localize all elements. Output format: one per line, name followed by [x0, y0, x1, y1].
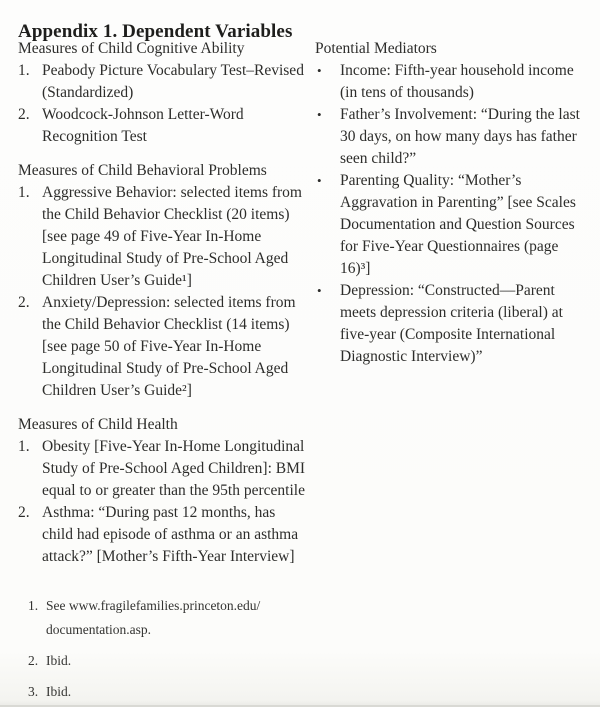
footnote-line: See www.fragilefamilies.princeton.edu/	[46, 598, 261, 613]
section-heading: Measures of Child Health	[18, 416, 178, 433]
section-potential-mediators	[315, 38, 587, 368]
list-item	[315, 280, 587, 368]
bullet-icon: •	[317, 63, 322, 78]
section-cognitive-ability	[18, 38, 306, 148]
footnotes	[28, 594, 318, 707]
item-number: 1.	[18, 438, 30, 455]
item-text: Parenting Quality: “Mother’s Aggravation in Parenting” [see Scales Documentation and Question Sources for Five-Year Questionnaires (page 16)³]	[340, 172, 576, 277]
footnote-line: documentation.asp.	[46, 622, 151, 637]
bullet-icon: •	[317, 283, 322, 298]
footnote-text	[46, 594, 318, 642]
section-child-health	[18, 414, 306, 568]
item-text: Asthma: “During past 12 months, has child had episode of asthma or an asthma attack?” [Mother’s Fifth-Year Interview]	[42, 504, 299, 565]
item-number: 2.	[18, 294, 30, 311]
footnote-number: 1.	[28, 598, 39, 613]
column-left	[18, 38, 306, 568]
footnote-number: 3.	[28, 684, 39, 699]
list-item	[18, 436, 306, 502]
column-right	[315, 38, 587, 368]
item-text: Obesity [Five-Year In-Home Longitudinal Study of Pre-School Aged Children]: BMI equal to or greater than the 95th percentile	[42, 438, 306, 499]
item-text: Anxiety/Depression: selected items from the Child Behavior Checklist (14 items) [see page 50 of Five-Year In-Home Longitudinal Study of Pre-School Aged Children User’s Guide²]	[42, 294, 296, 399]
section-heading: Potential Mediators	[315, 40, 437, 57]
item-number: 1.	[18, 62, 30, 79]
list-item	[18, 292, 306, 402]
footnote	[28, 594, 318, 642]
item-number: 2.	[18, 504, 30, 521]
bullet-icon: •	[317, 107, 322, 122]
list-item	[18, 502, 306, 568]
footnote	[28, 680, 318, 704]
item-text: Income: Fifth-year household income (in tens of thousands)	[340, 62, 574, 101]
section-heading: Measures of Child Behavioral Problems	[18, 162, 267, 179]
section-heading: Measures of Child Cognitive Ability	[18, 40, 245, 57]
footnote-number: 2.	[28, 653, 39, 668]
list-item	[18, 104, 306, 148]
page-title: Appendix 1. Dependent Variables	[18, 20, 293, 42]
list-item	[315, 104, 587, 170]
item-text: Father’s Involvement: “During the last 30 days, on how many days has father seen child?”	[340, 106, 580, 167]
list-item	[315, 170, 587, 280]
item-number: 2.	[18, 106, 30, 123]
footnote-text: Ibid.	[46, 653, 72, 668]
list-item	[18, 60, 306, 104]
bullet-icon: •	[317, 173, 322, 188]
item-text: Aggressive Behavior: selected items from the Child Behavior Checklist (20 items) [see page 49 of Five-Year In-Home Longitudinal Study of Pre-School Aged Children User’s Guide¹]	[42, 184, 302, 289]
item-text: Peabody Picture Vocabulary Test–Revised (Standardized)	[42, 62, 304, 101]
footnote-text: Ibid.	[46, 684, 72, 699]
list-item	[18, 182, 306, 292]
item-number: 1.	[18, 184, 30, 201]
item-text: Woodcock-Johnson Letter-Word Recognition Test	[42, 106, 244, 145]
section-behavioral-problems	[18, 160, 306, 402]
list-item	[315, 60, 587, 104]
item-text: Depression: “Constructed—Parent meets depression criteria (liberal) at five-year (Composite International Diagnostic Interview)”	[340, 282, 563, 365]
footnote	[28, 649, 318, 673]
